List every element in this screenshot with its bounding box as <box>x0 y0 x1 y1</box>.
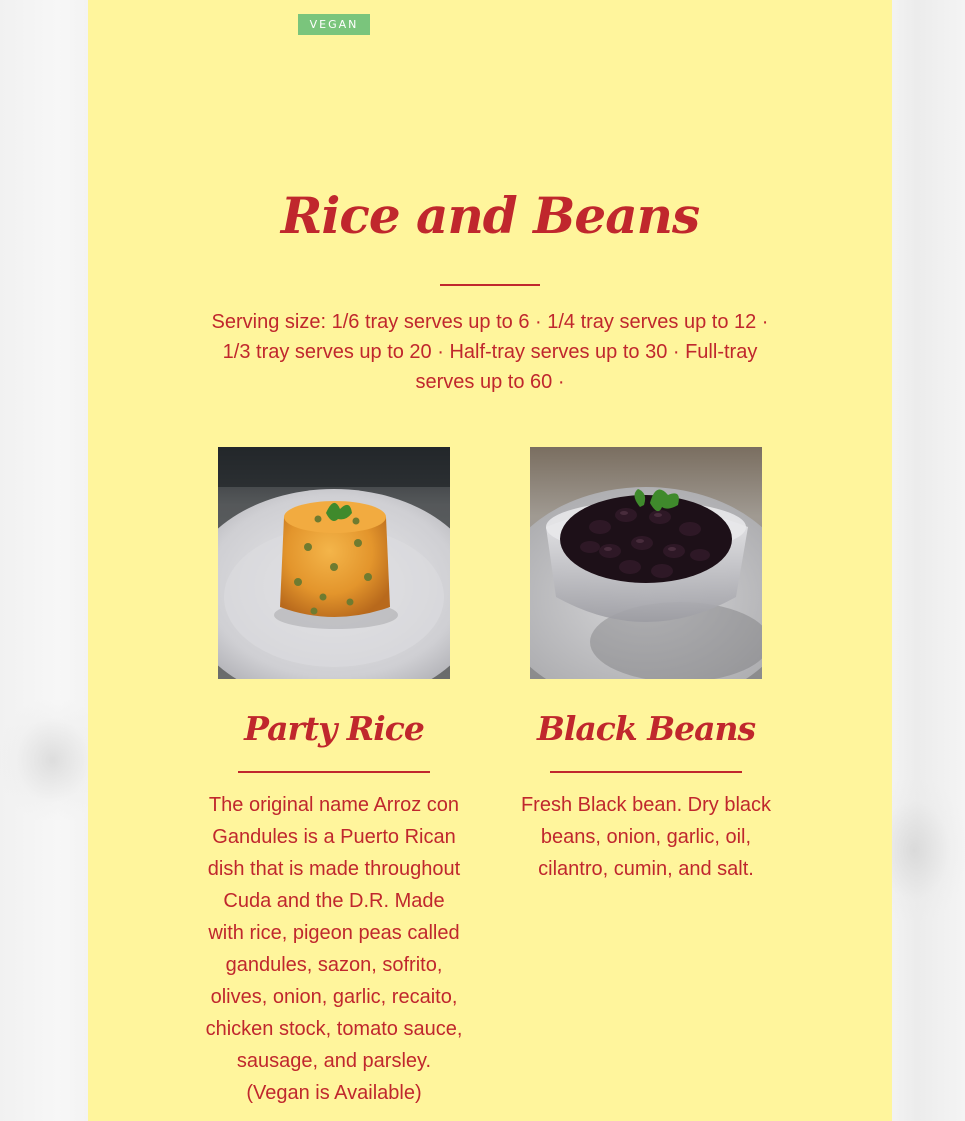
page-title: Rice and Beans <box>280 186 700 245</box>
vegan-badge[interactable]: VEGAN <box>298 14 370 35</box>
party-rice-title: Party Rice <box>244 709 424 748</box>
black-beans-photo[interactable] <box>530 447 762 679</box>
black-beans-description: Fresh Black bean. Dry black beans, onion, garlic, oil, cilantro, cumin, and salt. <box>520 794 772 880</box>
black-beans-divider <box>550 771 742 773</box>
background-shadow-right <box>892 780 965 920</box>
dish-card-party-rice <box>205 447 463 1109</box>
black-beans-title: Black Beans <box>536 709 756 748</box>
party-rice-description <box>204 789 464 1109</box>
party-rice-vegan-note: (Vegan is Available) <box>246 1082 422 1104</box>
party-rice-description-text: The original name Arroz con Gandules is a Puerto Rican dish that is made throughout Cuda and the D.R. Made with rice, pigeon peas called gandules, sazon, sofrito, olives, onion, garlic, recaito, chicken stock, tomato sauce, sausage, and parsley. <box>205 794 463 1072</box>
background-shadow-left <box>0 700 88 820</box>
menu-panel <box>88 0 892 1121</box>
serving-size-text: Serving size: 1/6 tray serves up to 6 · 1/4 tray serves up to 12 · 1/3 tray serves up to 20 · Half-tray serves up to 30 · Full-tray serves up to 60 · <box>211 311 769 393</box>
party-rice-photo[interactable] <box>218 447 450 679</box>
dish-card-black-beans <box>520 447 772 885</box>
title-divider <box>440 284 540 286</box>
party-rice-divider <box>238 771 430 773</box>
